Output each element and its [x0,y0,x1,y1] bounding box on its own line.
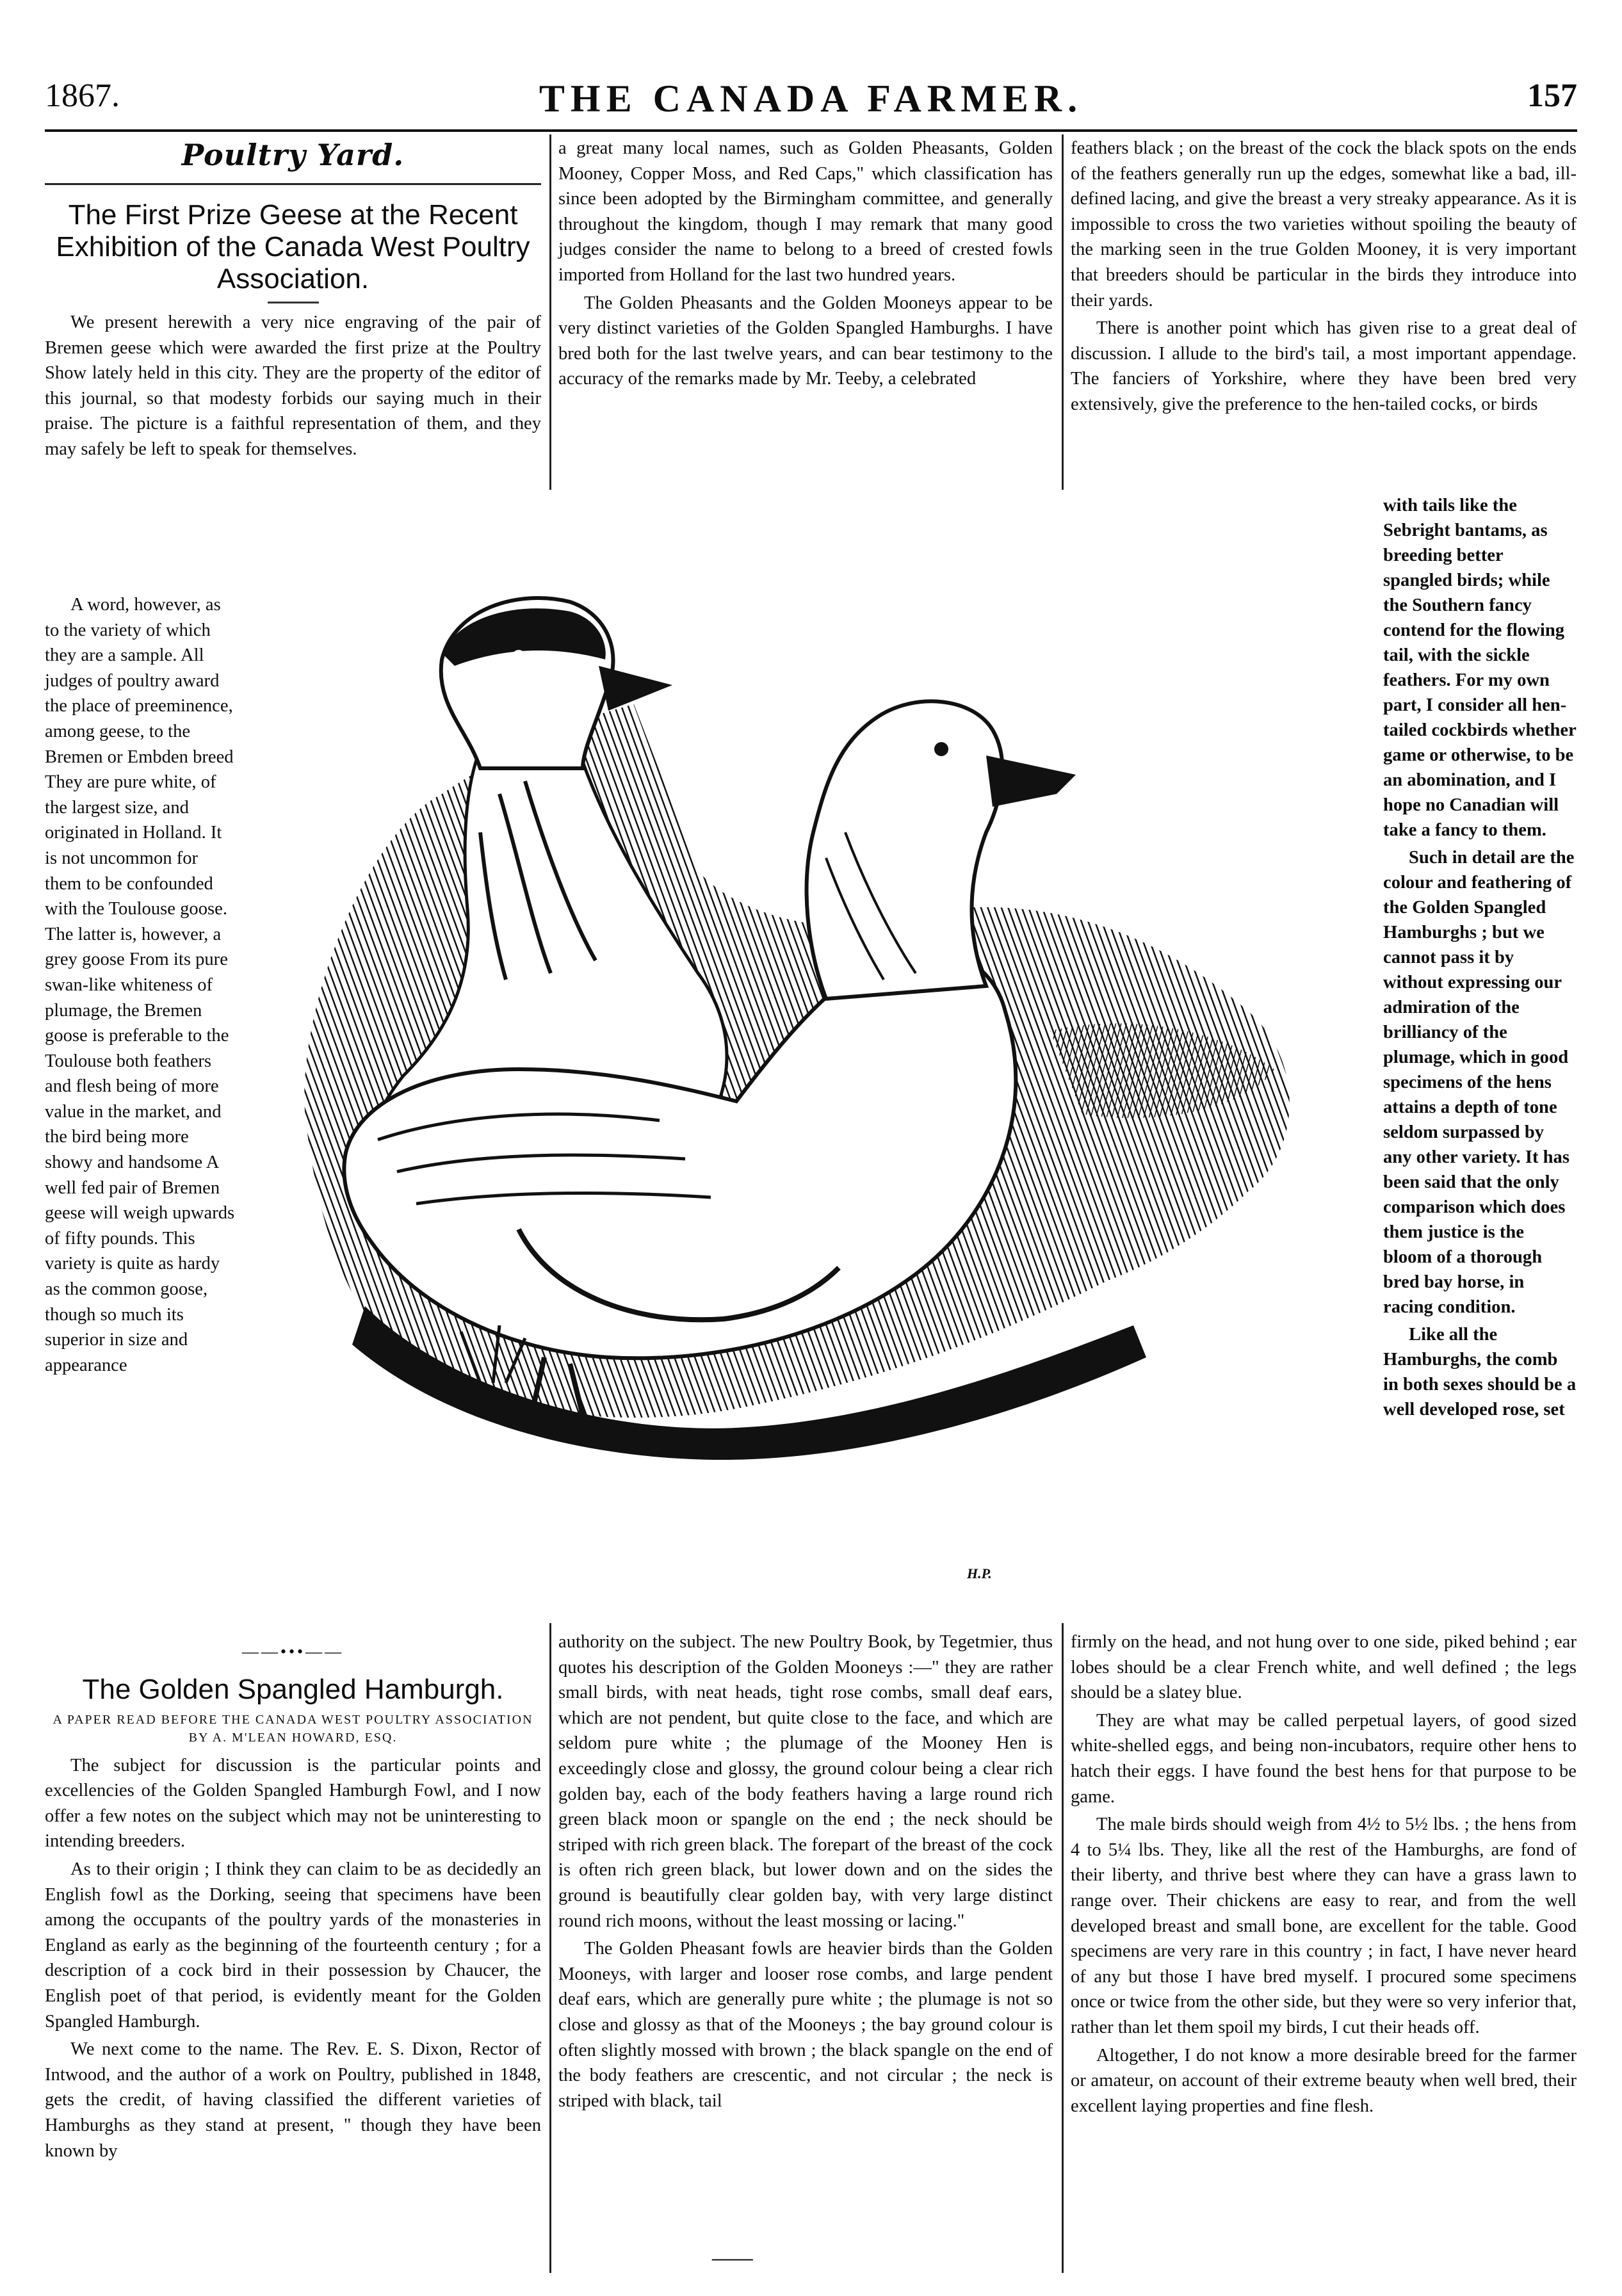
article-title-geese: The First Prize Geese at the Recent Exhibition of the Canada West Poultry Association. [56,199,530,295]
column-divider-3 [549,1623,551,2273]
section-heading: Poultry Yard. [181,138,405,172]
article-paragraph: Like all the Hamburghs, the comb in both sexes should be a well developed rose, set [1383,1325,1577,1419]
masthead-rule [45,129,1577,132]
article-byline: A PAPER READ BEFORE THE CANADA WEST POULTRY ASSOCIATION BY A. M'LEAN HOWARD, ESQ. [53,1712,533,1745]
engraver-signature: H.P. [967,1565,992,1581]
page-number: 157 [1527,77,1577,114]
article-paragraph: As to their origin ; I think they can claim to be as decidedly an English fowl as the Dorking, seeing that specimens have been among the occupants of the poultry yards of the monasteries in England as early as the beginning of the fourteenth century ; for a description of a cock bird in their possession by Chaucer, the English poet of that period, is evidently meant for the Golden Spangled Hamburgh. [45,1859,541,2032]
column-2-top [558,136,1053,392]
masthead-title: THE CANADA FARMER. [539,77,1083,120]
article-paragraph: with tails like the Sebright bantams, as breeding better spangled birds; while the Southern fancy contend for the flowing tail, with the sickle feathers. For my own part, I consider all hen-tailed cockbirds whether game or otherwise, to be an abomination, and I hope no Canadian will take a fancy to them. [1383,496,1577,840]
column-2-bottom [558,1629,1053,2114]
article-paragraph: We next come to the name. The Rev. E. S. Dixon, Rector of Intwood, and the author of a work on Poultry, published in 1848, gets the credit, of having classified the different varieties of Hamburghs as they stand at present, " though they have been known by [45,2039,541,2161]
column-3-top [1071,136,1577,417]
column-3-bottom [1071,1629,1577,2119]
article-paragraph: We present herewith a very nice engraving of the pair of Bremen geese which were awarded the first prize at the Poultry Show lately held in this city. They are the property of the editor of this journal, so that modesty forbids our saying much in their praise. The picture is a faithful representation of them, and they may safely be left to speak for themselves. [45,312,541,459]
masthead [45,77,1577,128]
column-divider-2 [1062,134,1064,490]
article-paragraph: The Golden Pheasants and the Golden Mooneys appear to be very distinct varieties of the Golden Spangled Hamburghs. I have bred both for the last twelve years, and can bear testimony to the accuracy of the remarks made by Mr. Teeby, a celebrated [558,293,1053,389]
column-divider-4 [1062,1623,1064,2273]
article-paragraph: There is another point which has given rise to a great deal of discussion. I allude to the bird's tail, a most important appendage. The fanciers of Yorkshire, where they have been bred very extensively, give the preference to the hen-tailed cocks, or birds [1071,318,1577,414]
geese-illustration [250,474,1377,1601]
title-rule [268,302,319,303]
column-1-narrow [45,592,237,1378]
article-title-hamburgh: The Golden Spangled Hamburgh. [82,1673,504,1705]
article-paragraph: feathers black ; on the breast of the cock the black spots on the ends of the feathers generally run up the edges, somewhat like a bad, ill-defined lacing, and give the breast a very streaky appearance. As it is impossible to cross the two varieties without spoiling the beauty of the marking seen in the true Golden Mooney, it is very important that breeders should be particular in the birds they introduce into their yards. [1071,138,1577,311]
article-paragraph: The male birds should weigh from 4½ to 5½ lbs. ; the hens from 4 to 5¼ lbs. They, like all the rest of the Hamburghs, are fond of their liberty, and thrive best where they can have a grass lawn to range over. Their chickens are easy to rear, and from the well developed breast and small bone, are excellent for the table. Good specimens are very rare in this country ; in fact, I have never heard of any but those I have bred myself. I procured some specimens once or twice from the other side, but they were so very inferior that, rather than let them spoil my birds, I cut their heads off. [1071,1815,1577,2037]
column-1-top [45,136,541,462]
column-3-narrow [1383,493,1577,1422]
section-rule [45,183,541,185]
article-paragraph: Altogether, I do not know a more desirable breed for the farmer or amateur, on account of their extreme beauty when well bred, their excellent laying properties and fine flesh. [1071,2045,1577,2116]
column-divider-1 [549,134,551,490]
article-paragraph: Such in detail are the colour and feathering of the Golden Spangled Hamburghs ; but we cannot pass it by without expressing our admiration of the brilliancy of the plumage, which in good specimens of the hens attains a depth of tone seldom surpassed by any other variety. It has been said that the only comparison which does them justice is the bloom of a thorough bred bay horse, in racing condition. [1383,848,1575,1317]
article-paragraph: a great many local names, such as Golden Pheasants, Golden Mooney, Copper Moss, and Red Caps," which classification has since been adopted by the Birmingham committee, and generally throughout the kingdom, though I may remark that many good judges consider the name to belong to a breed of crested fowls imported from Holland for the last two hundred years. [558,138,1053,285]
article-paragraph: The subject for discussion is the particular points and excellencies of the Golden Spangled Hamburgh Fowl, and I now offer a few notes on the subject which may not be uninteresting to intending breeders. [45,1755,541,1852]
article-paragraph: firmly on the head, and not hung over to one side, piked behind ; ear lobes should be a clear French white, and well defined ; the legs should be a slatey blue. [1071,1632,1577,1703]
masthead-year: 1867. [45,77,120,114]
bottom-dash-mark: ⸺ [711,2243,754,2272]
article-paragraph: A word, however, as to the variety of which they are a sample. All judges of poultry award the place of preeminence, among geese, to the Bremen or Embden breed They are pure white, of the largest size, and originated in Holland. It is not uncommon for them to be confounded with the Toulouse goose. The latter is, however, a grey goose From its pure swan-like whiteness of plumage, the Bremen goose is preferable to the Toulouse both feathers and flesh being of more value in the market, and the bird being more showy and handsome A well fed pair of Bremen geese will weigh upwards of fifty pounds. This variety is quite as hardy as the common goose, though so much its superior in size and appearance [45,595,235,1375]
geese-engraving [250,474,1377,1601]
article-paragraph: They are what may be called perpetual layers, of good sized white-shelled eggs, and being non-incubators, require other hens to hatch their eggs. I have found the best hens for that purpose to be game. [1071,1710,1577,1807]
column-1-bottom [45,1631,541,2163]
section-ornament: ——•••—— [241,1642,345,1661]
article-paragraph: The Golden Pheasant fowls are heavier birds than the Golden Mooneys, with larger and looser rose combs, and large pendent deaf ears, which are generally pure white ; the plumage is not so close and glossy as that of the Mooneys ; the bay ground colour is often slightly mossed with brown ; the black spangle on the end of the body feathers are crescentic, and not circular ; the neck is striped with black, tail [558,1939,1053,2111]
article-paragraph: authority on the subject. The new Poultry Book, by Tegetmier, thus quotes his description of the Golden Mooneys :—" they are rather small birds, with neat heads, tight rose combs, small deaf ears, which are not pendent, but quite close to the face, and which are seldom pure white ; the plumage of the Mooney Hen is exceedingly close and glossy, the ground colour being a clear rich golden bay, each of the body feathers having a large round rich green black moon or spangle on the end ; the neck should be striped with rich green black. The forepart of the breast of the cock is often rich green black, but lower down and on the sides the ground is beautifully clear golden bay, with very large distinct round rich moons, without the least mossing or lacing." [558,1632,1053,1931]
